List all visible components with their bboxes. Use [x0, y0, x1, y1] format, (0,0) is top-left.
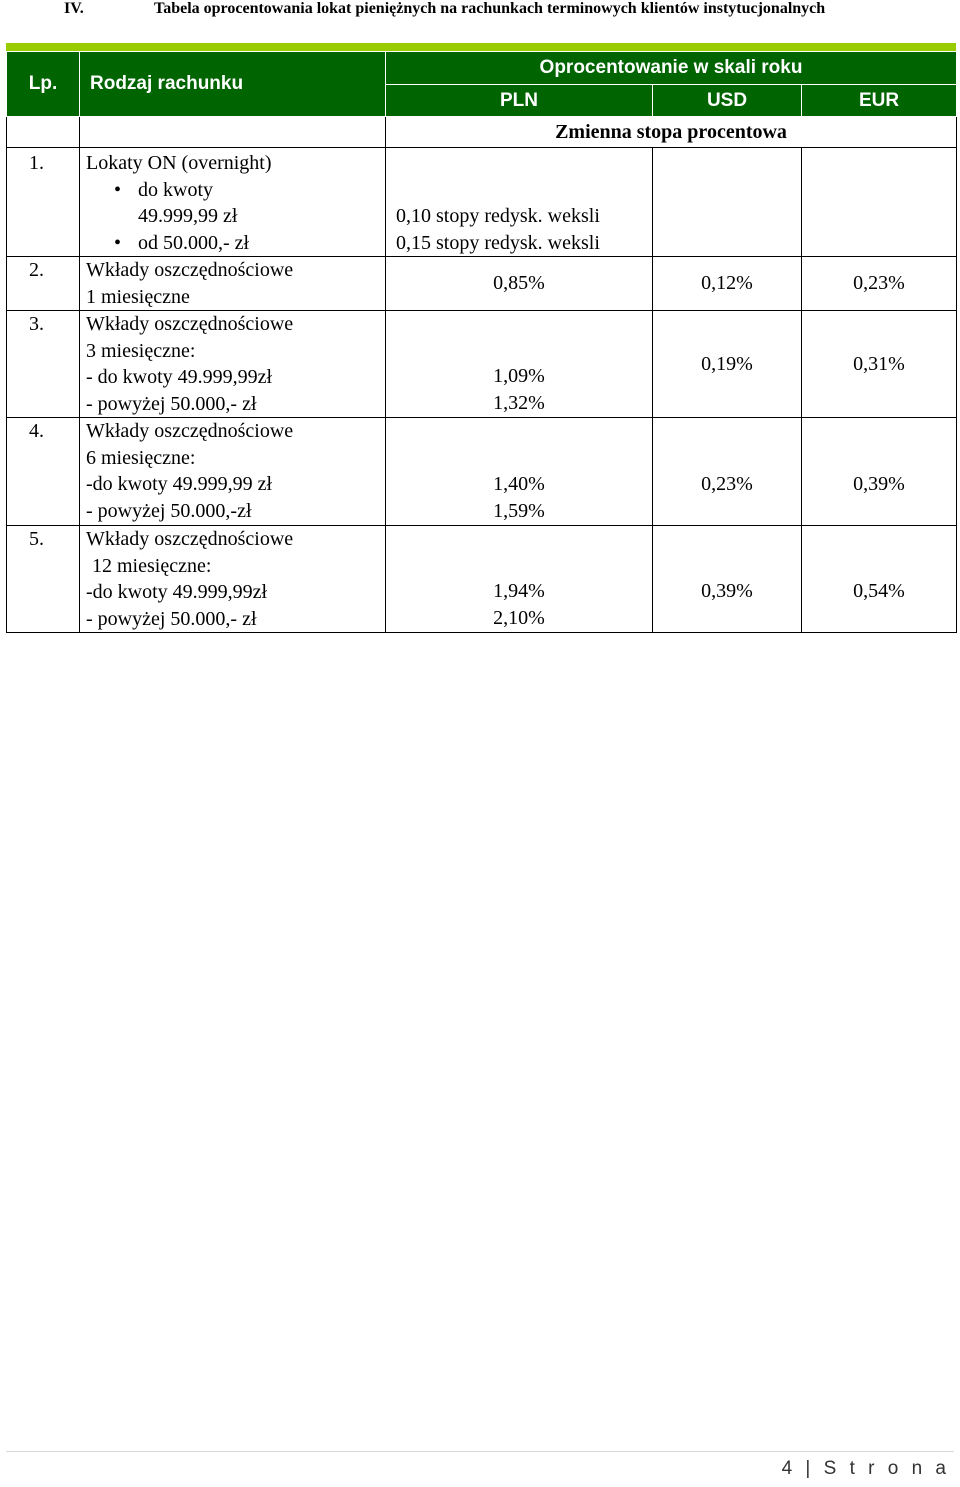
row-number: 1. — [7, 148, 80, 257]
row-description — [80, 311, 386, 418]
table-row — [7, 148, 957, 257]
list-item: • do kwoty — [114, 177, 385, 204]
pln-rate: 0,85% — [386, 257, 653, 311]
footer-divider — [6, 1451, 954, 1452]
pln-rate-1: 1,94% — [493, 580, 545, 602]
header-lp: Lp. — [7, 52, 80, 117]
row-description — [80, 526, 386, 633]
row-number: 2. — [7, 257, 80, 311]
subheader-variable-rate: Zmienna stopa procentowa — [386, 117, 957, 148]
row-subtitle: 12 miesięczne: — [92, 554, 212, 577]
row-tier-2: - powyżej 50.000,-zł — [86, 499, 252, 522]
row-tier-1: - do kwoty 49.999,99zł — [86, 366, 273, 388]
usd-rate: 0,39% — [653, 526, 802, 633]
pln-rate-2: 2,10% — [493, 607, 545, 629]
row-number: 5. — [7, 526, 80, 633]
usd-rate-cell — [653, 148, 802, 257]
table-row — [7, 526, 957, 633]
accent-bar — [6, 43, 956, 51]
row-tier-1: -do kwoty 49.999,99 zł — [86, 473, 273, 495]
row-tier-2: - powyżej 50.000,- zł — [86, 607, 257, 630]
row-title: Wkłady oszczędnościowe — [86, 259, 294, 281]
interest-rate-table — [6, 51, 957, 633]
row-title: Wkłady oszczędnościowe — [86, 528, 294, 550]
row-subtitle: 6 miesięczne: — [86, 446, 196, 469]
row-subtitle: 3 miesięczne: — [86, 339, 196, 362]
row-tier-1: -do kwoty 49.999,99zł — [86, 581, 268, 603]
header-usd: USD — [653, 85, 802, 117]
subheader-empty-lp — [7, 117, 80, 148]
header-eur: EUR — [802, 85, 957, 117]
row-title: Wkłady oszczędnościowe — [86, 313, 294, 335]
eur-rate: 0,39% — [802, 418, 957, 526]
usd-rate: 0,19% — [653, 311, 802, 418]
subheader-empty-type — [80, 117, 386, 148]
section-number: IV. — [64, 0, 84, 17]
pln-rate-cell — [386, 418, 653, 526]
row-subtitle: 1 miesięczne — [86, 285, 190, 308]
amount-text: 49.999,99 zł — [138, 205, 238, 227]
row-tier-2: - powyżej 50.000,- zł — [86, 392, 257, 415]
eur-rate-cell — [802, 148, 957, 257]
list-item: • od 50.000,- zł — [114, 230, 385, 257]
header-pln: PLN — [386, 85, 653, 117]
eur-rate: 0,54% — [802, 526, 957, 633]
table-row — [7, 418, 957, 526]
row-description — [80, 418, 386, 526]
row-description — [80, 148, 386, 257]
pln-rate-2: 1,32% — [493, 392, 545, 414]
pln-rate-cell — [386, 311, 653, 418]
header-annual-rate: Oprocentowanie w skali roku — [386, 52, 957, 85]
pln-rate-1: 1,40% — [493, 473, 545, 495]
pln-rate-cell — [386, 148, 653, 257]
pln-rate-cell — [386, 526, 653, 633]
pln-rate-1: 1,09% — [493, 365, 545, 387]
section-heading — [64, 0, 954, 22]
header-account-type: Rodzaj rachunku — [80, 52, 386, 117]
row-number: 3. — [7, 311, 80, 418]
page-number: 4 | S t r o n a — [781, 1458, 950, 1479]
row-number: 4. — [7, 418, 80, 526]
pln-rate-1: 0,10 stopy redysk. weksli — [396, 205, 600, 227]
table-row — [7, 311, 957, 418]
eur-rate: 0,31% — [802, 311, 957, 418]
row-title: Lokaty ON (overnight) — [86, 152, 272, 174]
row-description — [80, 257, 386, 311]
section-title: Tabela oprocentowania lokat pieniężnych na rachunkach terminowych klientów instytucjonalnych — [154, 0, 826, 17]
usd-rate: 0,23% — [653, 418, 802, 526]
eur-rate: 0,23% — [802, 257, 957, 311]
table-row — [7, 257, 957, 311]
pln-rate-2: 1,59% — [493, 500, 545, 522]
usd-rate: 0,12% — [653, 257, 802, 311]
row-title: Wkłady oszczędnościowe — [86, 420, 294, 442]
pln-rate-2: 0,15 stopy redysk. weksli — [396, 231, 600, 254]
